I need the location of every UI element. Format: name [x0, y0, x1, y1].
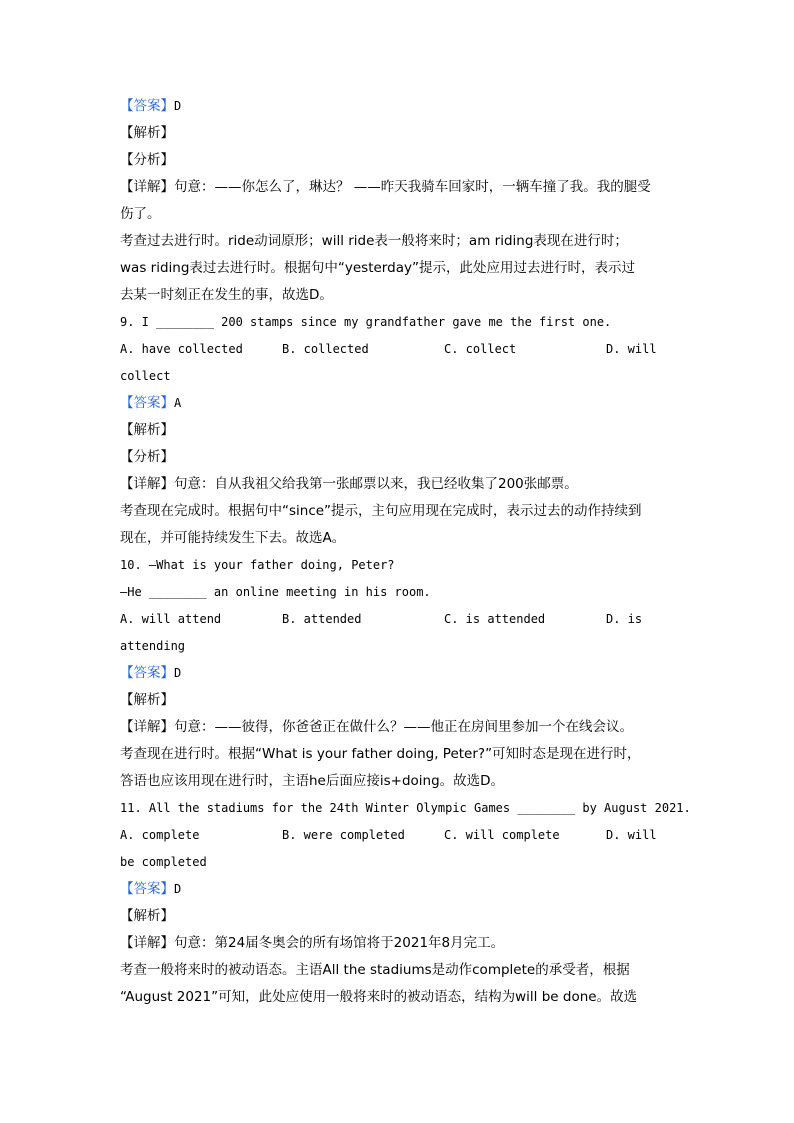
analysis-label: 【解析】 [120, 125, 174, 141]
document-page [120, 93, 691, 1011]
answer-label: 【答案】 [120, 98, 174, 114]
option-c: C. is attended [444, 612, 546, 626]
detail-line [120, 174, 680, 201]
option-a: A. will attend [120, 612, 222, 626]
question-stem: 10. —What is your father doing, Peter? [120, 558, 395, 572]
detail-label: 【详解】 [120, 476, 174, 492]
option-d-cont: collect [120, 369, 171, 383]
detail-label: 【详解】 [120, 935, 174, 951]
option-d: D. will [606, 342, 657, 356]
explanation-line: 考查一般将来时的被动语态。主语All the stadiums是动作complete的承受者，根据 [120, 962, 630, 978]
answer-label: 【答案】 [120, 395, 174, 411]
detail-line [120, 930, 680, 957]
option-c: C. will complete [444, 828, 560, 842]
fenxi-line [120, 444, 680, 471]
explanation-line: 考查过去进行时。ride动词原形；will ride表一般将来时；am riding表现在进行时； [120, 233, 628, 249]
option-a: A. have collected [120, 342, 243, 356]
detail-label: 【详解】 [120, 179, 174, 195]
answer-value: D [174, 666, 182, 680]
analysis-line [120, 120, 680, 147]
question-stem: 9. I ________ 200 stamps since my grandfather gave me the first one. [120, 315, 612, 329]
fenxi-label: 【分析】 [120, 449, 174, 465]
analysis-line [120, 417, 680, 444]
detail-text: 句意：第24届冬奥会的所有场馆将于2021年8月完工。 [174, 935, 505, 951]
option-d-cont: attending [120, 639, 186, 653]
options-row [120, 822, 680, 849]
detail-text: 句意：自从我祖父给我第一张邮票以来，我已经收集了200张邮票。 [174, 476, 578, 492]
analysis-label: 【解析】 [120, 422, 174, 438]
answer-line [120, 876, 680, 903]
explanation-line: 答语也应该用现在进行时，主语he后面应接is+doing。故选D。 [120, 773, 505, 789]
answer-label: 【答案】 [120, 665, 174, 681]
analysis-line [120, 903, 680, 930]
question-stem: 11. All the stadiums for the 24th Winter Olympic Games ________ by August 2021. [120, 801, 691, 815]
detail-label: 【详解】 [120, 719, 174, 735]
explanation-line: 考查现在进行时。根据“What is your father doing, Peter?”可知时态是现在进行时， [120, 746, 641, 762]
option-d: D. is [606, 612, 643, 626]
option-b: B. collected [282, 342, 369, 356]
detail-text: 句意：——你怎么了，琳达？ ——昨天我骑车回家时，一辆车撞了我。我的腿受 [174, 179, 651, 195]
fenxi-line [120, 147, 680, 174]
option-d: D. will [606, 828, 657, 842]
options-row [120, 606, 680, 633]
question-stem-cont: —He ________ an online meeting in his room. [120, 585, 431, 599]
analysis-line [120, 687, 680, 714]
explanation-line: was riding表过去进行时。根据句中“yesterday”提示，此处应用过去进行时，表示过 [120, 260, 635, 276]
explanation-line: 去某一时刻正在发生的事，故选D。 [120, 287, 333, 303]
option-a: A. complete [120, 828, 200, 842]
answer-value: D [174, 882, 182, 896]
option-d-cont: be completed [120, 855, 207, 869]
fenxi-label: 【分析】 [120, 152, 174, 168]
answer-line [120, 390, 680, 417]
answer-line [120, 660, 680, 687]
analysis-label: 【解析】 [120, 908, 174, 924]
detail-line [120, 471, 680, 498]
answer-value: D [174, 99, 182, 113]
explanation-line: 现在，并可能持续发生下去。故选A。 [120, 530, 346, 546]
detail-text: 句意：——彼得，你爸爸正在做什么？——他正在房间里参加一个在线会议。 [174, 719, 633, 735]
options-row [120, 336, 680, 363]
option-b: B. were completed [282, 828, 405, 842]
analysis-label: 【解析】 [120, 692, 174, 708]
option-c: C. collect [444, 342, 517, 356]
detail-line [120, 714, 680, 741]
option-b: B. attended [282, 612, 362, 626]
detail-text-cont: 伤了。 [120, 206, 161, 222]
explanation-line: “August 2021”可知，此处应使用一般将来时的被动语态，结构为will be done。故选 [120, 989, 638, 1005]
answer-label: 【答案】 [120, 881, 174, 897]
answer-value: A [174, 396, 182, 410]
explanation-line: 考查现在完成时。根据句中“since”提示，主句应用现在完成时，表示过去的动作持续到 [120, 503, 642, 519]
answer-line [120, 93, 680, 120]
